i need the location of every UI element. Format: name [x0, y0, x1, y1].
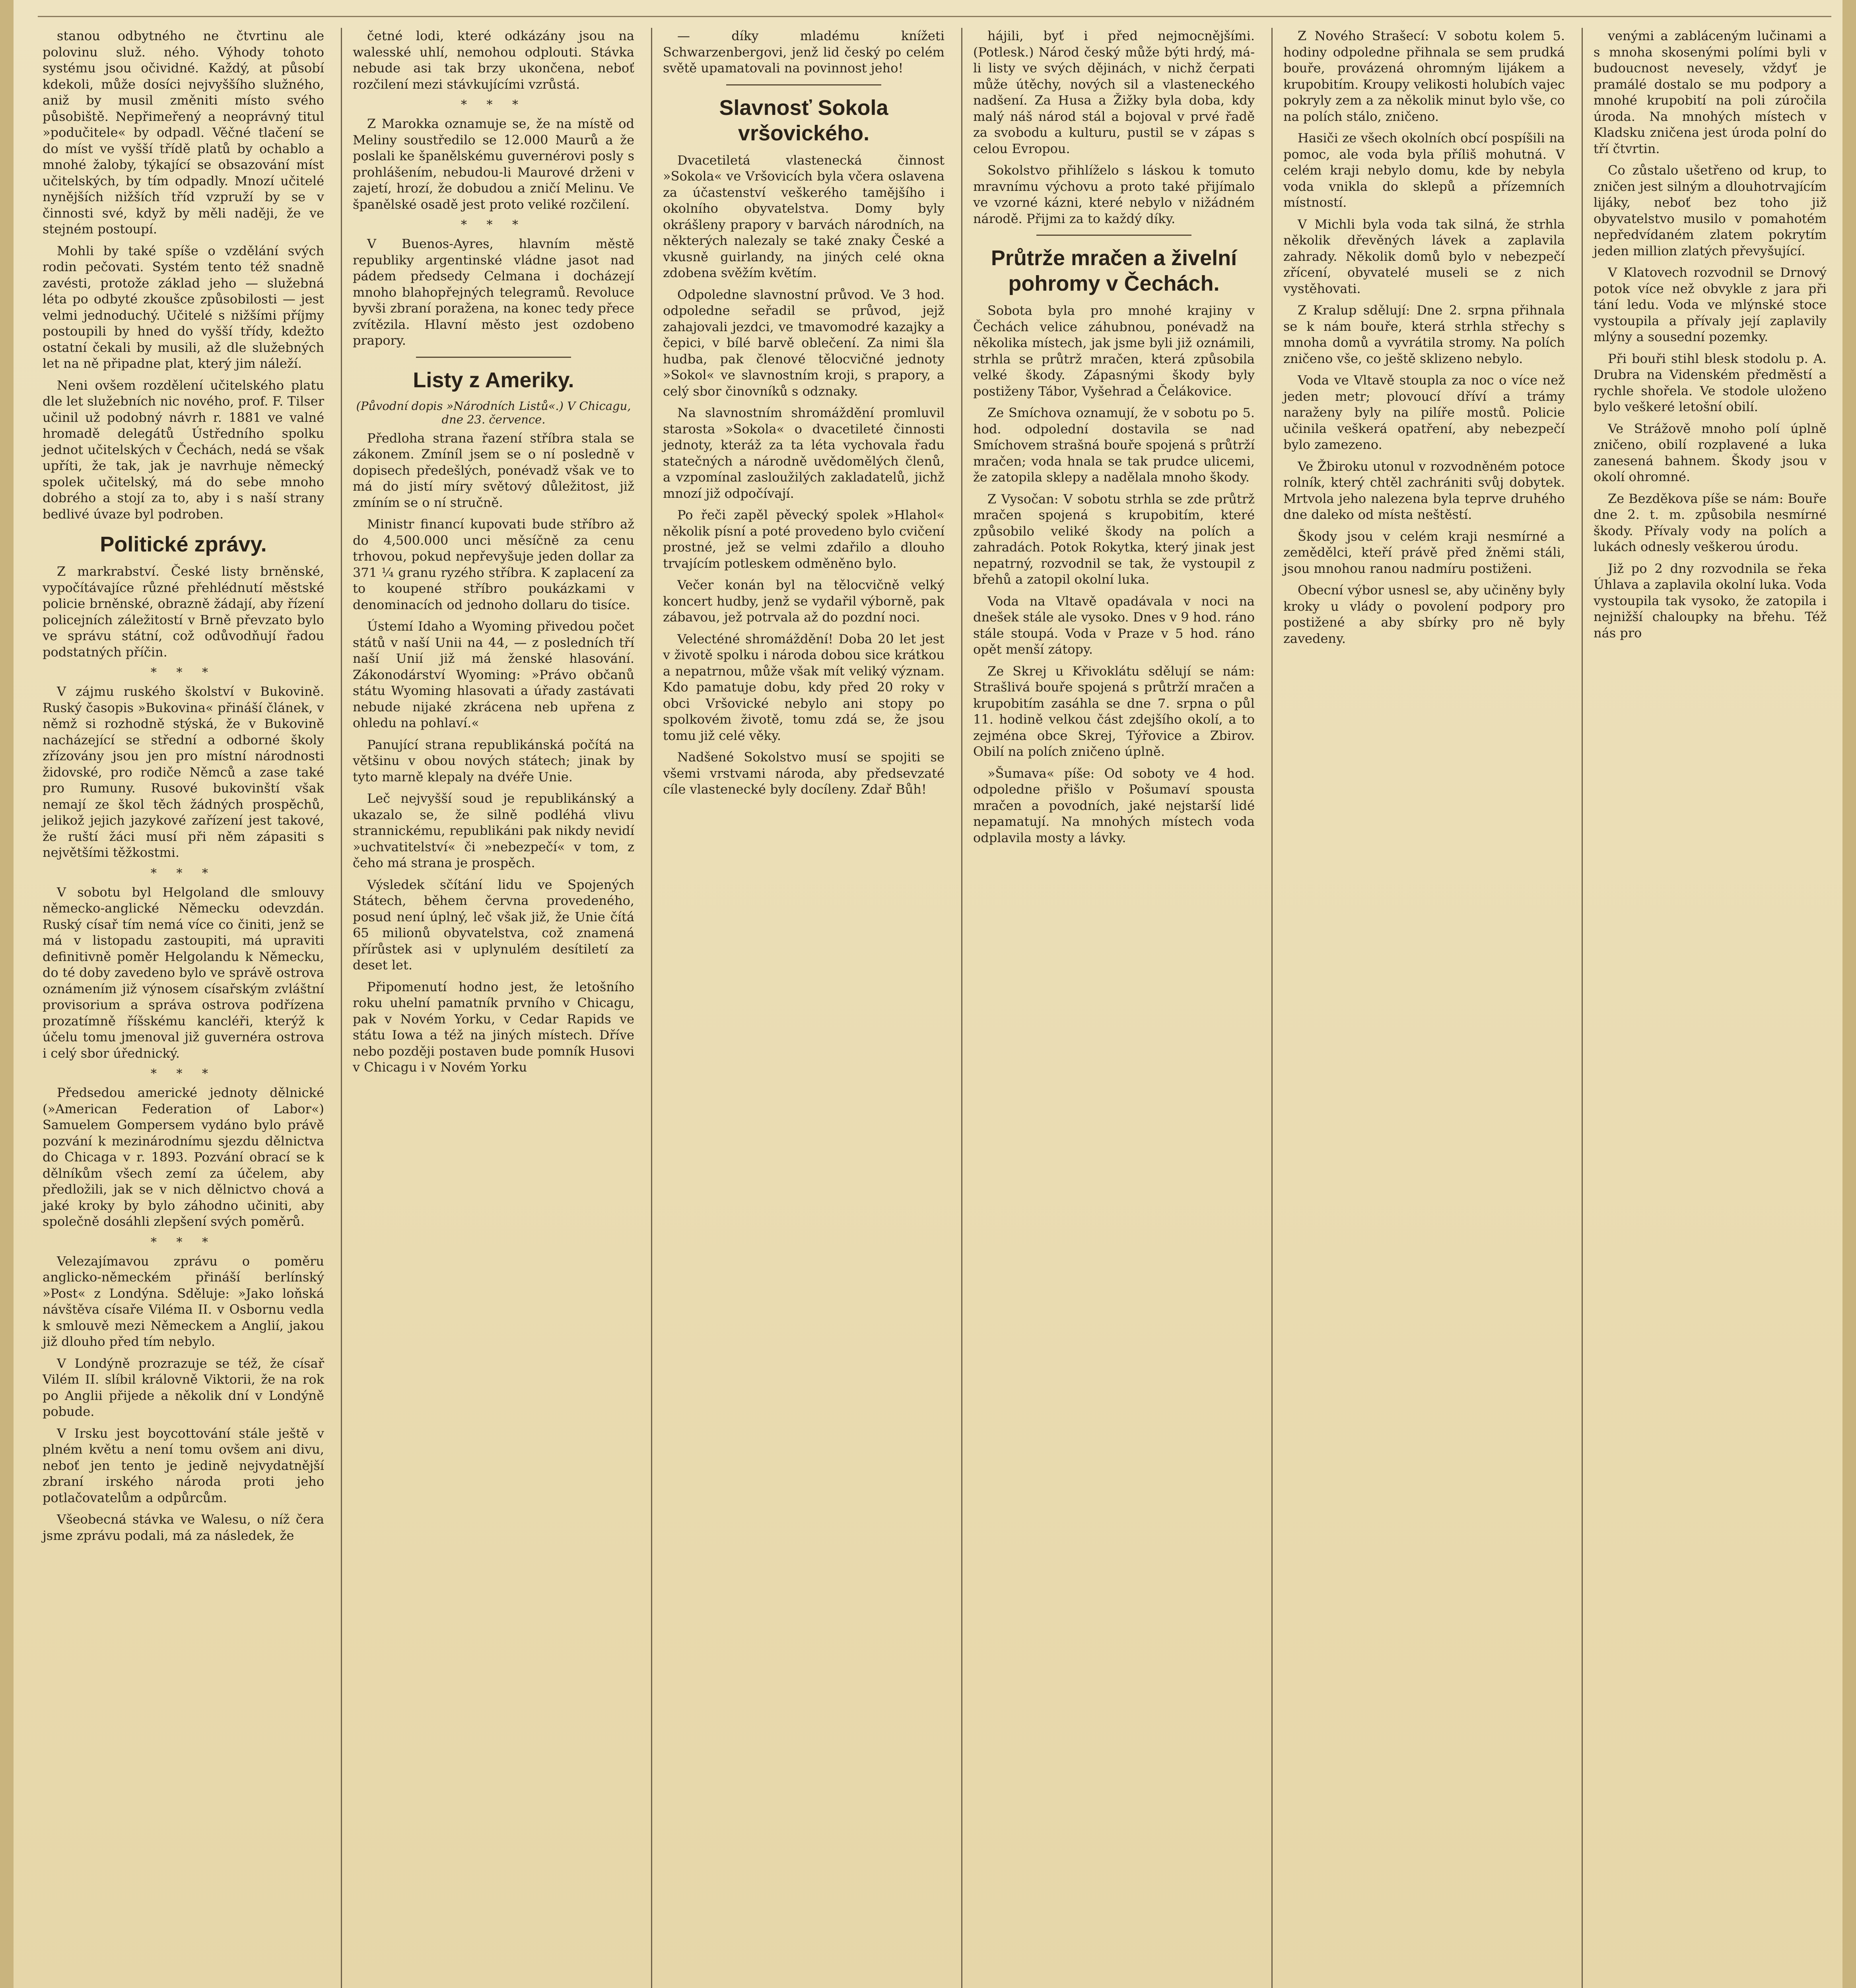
- paragraph: »Šumava« píše: Od soboty ve 4 hod. odpoledne přišlo v Pošumaví spousta mračen a povodních, jaké nejstarší lidé nepamatují. Na mnohých místech voda odplavila mosty a lávky.: [973, 765, 1255, 845]
- paragraph: Předloha strana řazení stříbra stala se zákonem. Zmíníl jsem se o ní posledně v dopisech předešlých, ponévadž však ve to má do jistí míry světový důležitost, již zmíním se o ní stručně.: [353, 430, 634, 510]
- paragraph: Z Marokka oznamuje se, že na místě od Meliny soustředilo se 12.000 Maurů a že poslali ke španělskému guvernérovi posly s prohlášením, nebudou-li Maurové drženi v zajetí, hrozí, že dobudou a zničí Melinu. Ve španělské osadě jest proto veliké rozčilení.: [353, 116, 634, 212]
- paragraph: V Klatovech rozvodnil se Drnový potok více než obvykle z jara při tání ledu. Voda ve mlýnské stoce vystoupila a přívaly její zaplavily mlýny a sousední pozemky.: [1594, 265, 1827, 344]
- paragraph: — díky mladému knížeti Schwarzenbergovi, jenž lid český po celém světě upamatovali na povinnost jeho!: [663, 28, 945, 76]
- paragraph: Z Vysočan: V sobotu strhla se zde průtrž mračen spojená s krupobitím, které způsobilo veliké škody na polích a zahradách. Potok Rokytka, který jinak jest nepatrný, rozvodnil se tak, že vystoupil z břehů a zatopil okolní luka.: [973, 491, 1255, 587]
- paragraph: Z Nového Strašecí: V sobotu kolem 5. hodiny odpoledne přihnala se sem prudká bouře, provázená ohromným lijákem a krupobitím. Kroupy velikosti holubích vajec pokryly zem a za několik minut bylo vše, co na polích stálo, zničeno.: [1283, 28, 1565, 124]
- paragraph: Sokolstvo přihlíželo s láskou k tomuto mravnímu výchovu a proto také přijímalo ve vzorné kázni, které nebylo v nižádném národě. Přijmi za to každý díky.: [973, 163, 1255, 226]
- column-rule: [1271, 28, 1273, 1988]
- column-rule: [1582, 28, 1583, 1988]
- paragraph: Ústemí Idaho a Wyoming přivedou počet států v naší Unii na 44, — z posledních tří naší Unií již má ženské hlasování. Zákonodárství Wyoming: »Právo občanů státu Wyoming hlasovati a úřady zastávati nebude nijaké zkrácena neb upřena z ohledu na pohlaví.«: [353, 619, 634, 730]
- section-heading: Průtrže mračen a živelní pohromy v Čechách.: [991, 246, 1237, 295]
- column-1: [38, 28, 329, 1988]
- source-line: (Původní dopis »Národních Listů«.) V Chicagu, dne 23. července.: [356, 399, 631, 426]
- paragraph: Voda ve Vltavě stoupla za noc o více než jeden metr; plovoucí dříví a trámy naraženy byly na pilíře mostů. Policie učinila veškerá opatření, aby nebezpečí bylo zamezeno.: [1283, 373, 1565, 452]
- paragraph: Mohli by také spíše o vzdělání svých rodin pečovati. Systém tento též snadně zavésti, protože základ jeho — služebná léta po odbyté zkoušce způsobilosti — jest velmi jednoduchý. Učitelé s nižšími příjmy postoupili by hned do vyšší třídy, kdežto ostatní čekali by musili, až dle služebných let na ně připadne plat, který jim náleží.: [43, 243, 324, 371]
- separator-star: * * *: [461, 98, 527, 112]
- separator-star: * * *: [461, 218, 527, 232]
- paragraph: Obecní výbor usnesl se, aby učiněny byly kroky u vlády o povolení podpory pro postižené a aby sbírky pro ně byly zavedeny.: [1283, 582, 1565, 646]
- paper-edge-left: [0, 0, 14, 1988]
- paragraph: V Michli byla voda tak silná, že strhla několik dřevěných lávek a zaplavila zahrady. Několik domů bylo v nebezpečí zřícení, obyvatelé museli se z nich vystěhovati.: [1283, 216, 1565, 296]
- column-rule: [341, 28, 342, 1988]
- section-heading: Slavnosť Sokola vršovického.: [719, 95, 888, 145]
- paragraph: Ze Smíchova oznamují, že v sobotu po 5. hod. odpolední dostavila se nad Smíchovem strašná bouře spojená s průtrží mračen; voda hnala se tak prudce ulicemi, že zatopila sklepy a nadělala mnoho škody.: [973, 405, 1255, 485]
- section-divider: [726, 84, 881, 85]
- paragraph: Na slavnostním shromáždění promluvil starosta »Sokola« o dvacetileté činnosti jednoty, kteráž za ta léta vychovala řadu statečných a národně uvědomělých členů, a vzpomínal zasloužilých zakladatelů, jichž mnozí již odpočívají.: [663, 405, 945, 501]
- top-rule: [38, 16, 1831, 17]
- paragraph: Ministr financí kupovati bude stříbro až do 4,500.000 unci měsíčně za cenu trhovou, pokud nepřevyšuje jeden dollar za 371 ¼ granu ryzého stříbra. K zaplacení za to koupené stříbro poukázkami v denominacích od jednoho dollaru do tisíce.: [353, 516, 634, 612]
- column-3: [658, 28, 949, 1988]
- separator-star: * * *: [150, 1235, 216, 1249]
- paragraph: venými a zabláceným lučinami a s mnoha skosenými polími byli v budoucnost nevesely, vždyť je pramálé dostalo se mu podpory a mnohé krupobití na poli zúročila úroda. Na mnohých místech v Kladsku zničena jest úroda polní do tří čtvrtin.: [1594, 28, 1827, 156]
- paragraph: Voda na Vltavě opadávala v noci na dnešek stále ale vysoko. Dnes v 9 hod. ráno stále stoupá. Voda v Praze v 5 hod. ráno opět menší zátopy.: [973, 593, 1255, 657]
- paragraph: Velezajímavou zprávu o poměru anglicko-německém přináší berlínský »Post« z Londýna. Sděluje: »Jako loňská návštěva císaře Viléma II. v Osbornu vedla k smlouvě mezi Německem a Anglií, jakou již dlouho před tím nebylo.: [43, 1253, 324, 1349]
- section-divider: [1036, 235, 1191, 236]
- column-2: [348, 28, 639, 1988]
- paragraph: Večer konán byl na tělocvičně velký koncert hudby, jenž se vydařil výborně, pak zábavou, jež potrvala až do pozdní noci.: [663, 577, 945, 625]
- paragraph: hájili, byť i před nejmocnějšími. (Potlesk.) Národ český může býti hrdý, má-li listy ve svých dějinách, v nichž čerpati může útěchy, nových sil a vlasteneckého nadšení. Za Husa a Žižky byla doba, kdy malý náš národ stál a bojoval v prvé řadě za svobodu a kulturu, pustil se v zápas s celou Evropou.: [973, 28, 1255, 156]
- paragraph: Ve Strážově mnoho polí úplně zničeno, obilí rozplavené a luka zanesená bahnem. Škody jsou v okolí ohromné.: [1594, 421, 1827, 484]
- column-rule: [961, 28, 962, 1988]
- paragraph: V Londýně prozrazuje se též, že císař Vilém II. slíbil královně Viktorii, že na rok po Anglii přijede a několik dní v Londýně pobude.: [43, 1355, 324, 1419]
- paragraph: Z markrabství. České listy brněnské, vypočítávajíce různé přehlédnutí městské policie brněnské, obrazně žádají, aby řízení policejních záležitostí v Brně převzato bylo ve správu státní, což odůvodňují řadou podstatných příčin.: [43, 564, 324, 660]
- paragraph: Co zůstalo ušetřeno od krup, to zničen jest silným a dlouhotrvajícím lijáky, neboť bez toho již obyvatelstvo musilo v pomahotém nepředvídaném zlatem pokrytím jeden million zlatých převyšující.: [1594, 163, 1827, 258]
- paragraph: Připomenutí hodno jest, že letošního roku uhelní pamatník prvního v Chicagu, pak v Novém Yorku, v Cedar Rapids ve státu Iowa a též na jiných místech. Dříve nebo později postaven bude pomník Husovi v Chicagu i v Novém Yorku: [353, 979, 634, 1075]
- paragraph: Dvacetiletá vlastenecká činnost »Sokola« ve Vršovicích byla včera oslavena za účastenství veškerého tamějšího i okolního obyvatelstva. Domy byly okrášleny prapory v barvách národních, na některých nalezaly se také znaky České a vkusně guirlandy, na jiných celé okna zdobena svěžím květím.: [663, 152, 945, 280]
- paragraph: Velecténé shromáždění! Doba 20 let jest v životě spolku i národa dobou sice krátkou a nepatrnou, může však mít veliký význam. Kdo pamatuje dobu, kdy před 20 roky v obci Vršovické nebylo ani stopy po spolkovém životě, tomu zdá se, že jsou tomu již celé věky.: [663, 631, 945, 743]
- paragraph: četné lodi, které odkázány jsou na walesské uhlí, nemohou odplouti. Stávka nebude asi tak brzy ukončena, neboť rozčilení mezi stávkujícími vzrůstá.: [353, 28, 634, 92]
- paragraph: Hasiči ze všech okolních obcí pospíšili na pomoc, ale voda byla příliš mohutná. V celém kraji nebylo domu, kde by nebyla voda vnikla do sklepů a přízemních místností.: [1283, 130, 1565, 210]
- paragraph: Leč nejvyšší soud je republikánský a ukazalo se, že silně podléhá vlivu strannickému, republikáni pak nikdy nevidí »uchvatitelství« či »nebezpečí« v tom, z čeho má strana je prospěch.: [353, 791, 634, 870]
- paragraph: Ze Skrej u Křivoklátu sdělují se nám: Strašlivá bouře spojená s průtrží mračen a krupobitím zasáhla se dne 7. srpna o půl 11. hodině velkou část zdejšího okolí, a to zejména obce Skrej, Týřovice a Zbirov. Obilí na polích zničeno úplně.: [973, 663, 1255, 759]
- column-4: [968, 28, 1259, 1988]
- separator-star: * * *: [150, 866, 216, 880]
- paragraph: Z Kralup sdělují: Dne 2. srpna přihnala se k nám bouře, která strhla střechy s mnoha domů a vyvrátila stromy. Na polích zničeno vše, co ještě sklizeno nebylo.: [1283, 303, 1565, 366]
- paragraph: Již po 2 dny rozvodnila se řeka Úhlava a zaplavila okolní luka. Voda vystoupila tak vysoko, že zatopila i nejnižší chaloupky na břehu. Též nás pro: [1594, 561, 1827, 641]
- separator-star: * * *: [150, 666, 216, 679]
- paragraph: Odpoledne slavnostní průvod. Ve 3 hod. odpoledne seřadil se průvod, jejž zahajovali jezdci, ve tmavomodré kazajky a čepici, v bílé barvě oblečení. Za nimi šla hudba, pak členové tělocvičné jednoty »Sokol« ve slavnostním kroji, s prapory, a celý sbor činovníků s odznaky.: [663, 287, 945, 399]
- paragraph: Výsledek sčítání lidu ve Spojených Státech, během června provedeného, posud není úplný, leč však již, že Unie čítá 65 milionů obyvatelstva, což znamená přírůstek asi v uplynulém desítiletí za deset let.: [353, 877, 634, 973]
- paper-edge-right: [1842, 0, 1856, 1988]
- paragraph: Po řeči zapěl pěvecký spolek »Hlahol« několik písní a poté provedeno bylo cvičení prostné, jež se velmi zdařilo a dlouho trvajícím potleskem odměněno bylo.: [663, 507, 945, 571]
- paragraph: Škody jsou v celém kraji nesmírné a zemědělci, kteří právě před žněmi stáli, jsou mnohou ranou nadmíru postiženi.: [1283, 528, 1565, 576]
- section-heading: Listy z Ameriky.: [413, 368, 574, 392]
- section-heading: Politické zprávy.: [100, 532, 267, 556]
- paragraph: stanou odbytného ne čtvrtinu ale polovinu služ. ného. Výhody tohoto systému jsou očividné. Každý, at působí kdekoli, může dosíci nejvyššího služného, aniž by musil změniti místo svého působiště. Nepřimeřený a neoprávný titul »podučitele« by odpadl. Věčné tlačení se do míst ve vyšší třídě platů by ochablo a mnohé žaloby, týkající se obsazování míst učitelských, by tím odpadly. Mnozí učitelé nynějších nižších tříd vzpruží by se v činnosti své, když by měli naději, že ve stejném postoupí.: [43, 28, 324, 237]
- paragraph: V sobotu byl Helgoland dle smlouvy německo-anglické Německu odevzdán. Ruský císař tím nemá více co činiti, jenž se má v listopadu zastoupiti, má upraviti definitivně poměr Helgolandu k Německu, do té doby zavedeno bylo ve správě ostrova oznámením již výnosem císařským zvláštní provisorium a správa ostrova podřízena prozatímně říšskému kancléři, kterýž k účelu tomu jmenoval již guvernéra ostrova i celý sbor úřednický.: [43, 884, 324, 1061]
- column-rule: [651, 28, 652, 1988]
- paragraph: Ze Bezděkova píše se nám: Bouře dne 2. t. m. způsobila nesmírné škody. Přívaly vody na polích a lukách odnesly veškerou úrodu.: [1594, 491, 1827, 554]
- paragraph: Nadšené Sokolstvo musí se spojiti se všemi vrstvami národa, aby předsevzaté cíle vlastenecké byly docíleny. Zdař Bůh!: [663, 749, 945, 797]
- column-6: [1589, 28, 1831, 1988]
- paragraph: Všeobecná stávka ve Walesu, o níž čera jsme zprávu podali, má za následek, že: [43, 1512, 324, 1543]
- column-5: [1279, 28, 1570, 1988]
- paragraph: Neni ovšem rozdělení učitelského platu dle let služebních nic nového, prof. F. Tilser učinil už podobný návrh r. 1881 ve valné hromadě delegátů Ústředního spolku jednot učitelských v Čechách, nedá se však upříti, že tak, jak je navrhuje německý spolek učitelský, má do sebe mnoho dobrého a stojí za to, aby i s naší strany bedlivé úvaze byl podroben.: [43, 377, 324, 522]
- separator-star: * * *: [150, 1067, 216, 1081]
- paragraph: Ve Žbiroku utonul v rozvodněném potoce rolník, který chtěl zachrániti svůj dobytek. Mrtvola jeho nalezena byla teprve druhého dne daleko od místa neštěstí.: [1283, 458, 1565, 522]
- paragraph: Předsedou americké jednoty dělnické (»American Federation of Labor«) Samuelem Gompersem vydáno bylo právě pozvání k mezinárodnímu sjezdu dělnictva do Chicaga v r. 1893. Pozvání obrací se k dělníkům všech zemí za účelem, aby předložili, jak se v nich dělnictvo chová a jaké kroky by bylo záhodno učiniti, aby společně dosáhli zlepšení svých poměrů.: [43, 1085, 324, 1229]
- paragraph: Panující strana republikánská počítá na většinu v obou nových státech; jinak by tyto marně klepaly na dvéře Unie.: [353, 737, 634, 784]
- paragraph: V Buenos-Ayres, hlavním městě republiky argentinské vládne jasot nad pádem předsedy Celmana i docházejí mnoho blahopřejných telegramů. Revoluce byvši zbraní poražena, na konec tedy přece zvítězila. Hlavní město jest ozdobeno prapory.: [353, 236, 634, 348]
- section-divider: [416, 357, 571, 358]
- paragraph: V zájmu ruského školství v Bukovině. Ruský časopis »Bukovina« přináší článek, v němž si rozhodně stýská, že v Bukovině nacházející se střední a odborné školy zřízovány jsou jen pro místní národnosti židovské, pro rodiče Němců a zase také pro Rumuny. Rusové bukovinští však nemají ze škol těch žádných prospěchů, jelikož jejich jazykové zařízení jest takové, že ruští žáci musí při něm zápasiti s největšími těžkostmi.: [43, 684, 324, 860]
- paragraph: V Irsku jest boycottování stále ještě v plném květu a není tomu ovšem ani divu, neboť jen tento je jedině nejvydatnější zbraní irského národa proti jeho potlačovatelům a odpůrcům.: [43, 1425, 324, 1505]
- paragraph: Při bouři stihl blesk stodolu p. A. Drubra na Videnském předměstí a rychle shořela. Ve stodole uloženo bylo veškeré letošní obilí.: [1594, 351, 1827, 414]
- paragraph: Sobota byla pro mnohé krajiny v Čechách velice záhubnou, ponévadž na několika místech, jak jsme byli již oznámili, strhla se průtrž mračen, která způsobila velké škody. Zápasnými škody byly postiženy Tábor, Vyšehrad a Čelákovice.: [973, 303, 1255, 399]
